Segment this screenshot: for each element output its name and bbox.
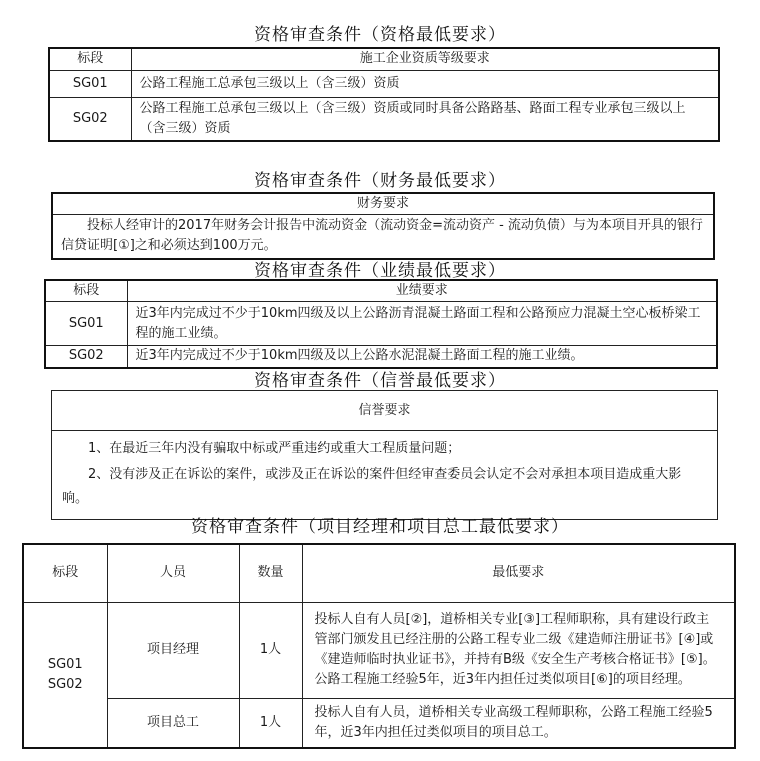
qualification-header-section: 标段: [49, 48, 131, 70]
qualification-row-section: SG01: [49, 70, 131, 97]
personnel-title: 资格审查条件（项目经理和项目总工最低要求）: [191, 517, 569, 537]
performance-header-requirement: 业绩要求: [127, 280, 717, 302]
personnel-requirement: 投标人自有人员，道桥相关专业高级工程师职称，公路工程施工经验5年，近3年内担任过类似项目的项目总工。: [302, 698, 735, 748]
personnel-count: 1人: [239, 698, 302, 748]
personnel-header-section: 标段: [23, 544, 107, 602]
credit-content: [52, 431, 718, 520]
qualification-row-requirement: 公路工程施工总承包三级以上（含三级）资质: [131, 70, 719, 97]
personnel-header-count: 数量: [239, 544, 302, 602]
credit-header: 信誉要求: [52, 391, 718, 431]
performance-row-requirement: 近3年内完成过不少于10km四级及以上公路水泥混凝土路面工程的施工业绩。: [127, 346, 717, 368]
personnel-requirement: 投标人自有人员[②]，道桥相关专业[③]工程师职称，具有建设行政主管部门颁发且已经注册的公路工程专业二级《建造师注册证书》[④]或《建造师临时执业证书》，并持有B级《安全生产考核合格证书》[⑤]。公路工程施工经验5年，近3年内担任过类似项目[⑥]的项目经理。: [302, 602, 735, 698]
performance-row-requirement: 近3年内完成过不少于10km四级及以上公路沥青混凝土路面工程和公路预应力混凝土空心板桥梁工程的施工业绩。: [127, 302, 717, 346]
personnel-header-role: 人员: [107, 544, 239, 602]
performance-title: 资格审查条件（业绩最低要求）: [254, 261, 506, 281]
credit-item: 2、没有涉及正在诉讼的案件，或涉及正在诉讼的案件但经审查委员会认定不会对承担本项目造成重大影响。: [62, 467, 682, 506]
qualification-title: 资格审查条件（资格最低要求）: [254, 25, 506, 45]
finance-header: 财务要求: [52, 193, 714, 215]
finance-table: [51, 192, 715, 260]
credit-title: 资格审查条件（信誉最低要求）: [254, 371, 506, 391]
finance-title: 资格审查条件（财务最低要求）: [254, 171, 506, 191]
personnel-table: [22, 543, 736, 749]
personnel-role: 项目经理: [107, 602, 239, 698]
finance-content: 投标人经审计的2017年财务会计报告中流动资金（流动资金=流动资产 - 流动负债）与为本项目开具的银行信贷证明[①]之和必须达到100万元。: [52, 215, 714, 259]
personnel-section-label: SG02: [47, 676, 83, 692]
personnel-section-cell: [23, 602, 107, 748]
credit-item: 1、在最近三年内没有骗取中标或严重违约或重大工程质量问题；: [88, 441, 461, 456]
personnel-header-requirement: 最低要求: [302, 544, 735, 602]
performance-header-section: 标段: [45, 280, 127, 302]
performance-table: [44, 279, 718, 369]
qualification-header-requirement: 施工企业资质等级要求: [131, 48, 719, 70]
qualification-row-section: SG02: [49, 97, 131, 141]
personnel-section-label: SG01: [47, 656, 83, 672]
performance-row-section: SG01: [45, 302, 127, 346]
qualification-row-requirement: 公路工程施工总承包三级以上（含三级）资质或同时具备公路路基、路面工程专业承包三级以上（含三级）资质: [131, 97, 719, 141]
credit-table: [51, 390, 718, 520]
personnel-count: 1人: [239, 602, 302, 698]
qualification-table: [48, 47, 720, 142]
performance-row-section: SG02: [45, 346, 127, 368]
personnel-role: 项目总工: [107, 698, 239, 748]
